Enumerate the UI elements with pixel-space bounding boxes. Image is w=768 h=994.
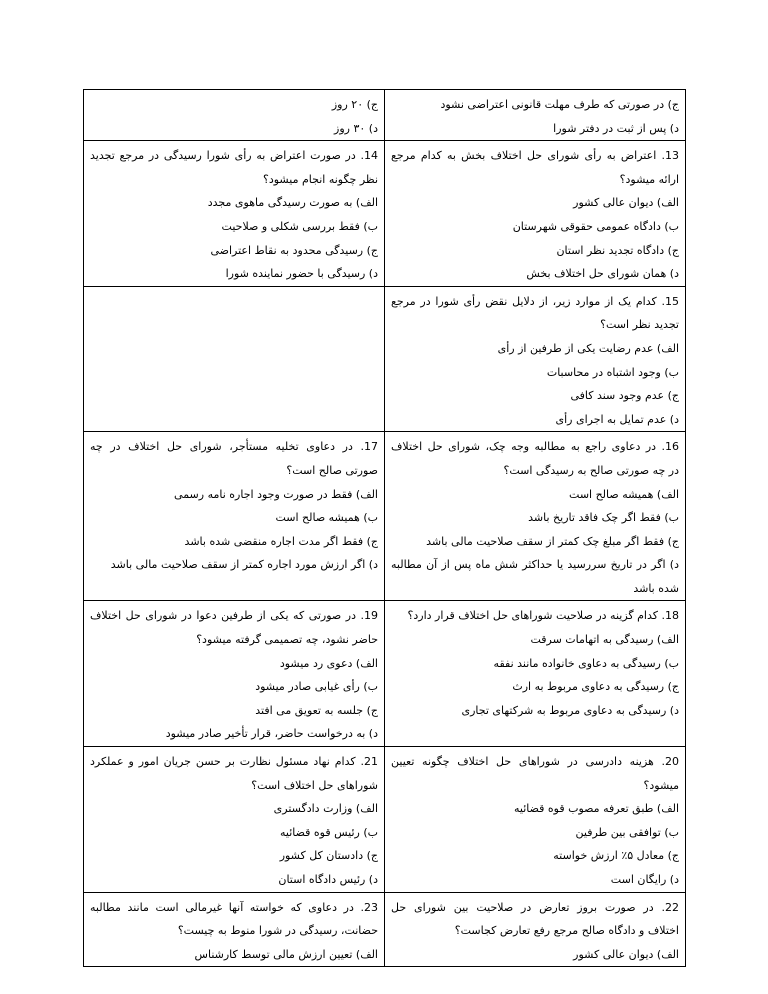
question-row <box>84 601 686 747</box>
question-line: د) رئیس دادگاه استان <box>278 873 378 886</box>
question-line: د) همان شورای حل اختلاف بخش <box>526 267 679 281</box>
questions-table <box>83 89 686 967</box>
question-line: میشود؟ <box>643 778 679 792</box>
question-line: ب) رأی غیابی صادر میشود <box>255 680 378 694</box>
question-line: ب) دادگاه عمومی حقوقی شهرستان <box>512 219 679 233</box>
question-line: ب) وجود اشتباه در محاسبات <box>546 365 679 379</box>
question-line: الف) به صورت رسیدگی ماهوی مجدد <box>207 196 378 210</box>
question-line: ج) فقط اگر مدت اجاره منقضی شده باشد <box>184 534 378 548</box>
question-text: 20. هزینه دادرسی در شوراهای حل اختلاف چگونه تعیین <box>391 755 679 769</box>
question-line: د) عدم تمایل به اجرای رأی <box>555 412 679 426</box>
question-line: الف) وزارت دادگستری <box>273 802 378 816</box>
question-cell-left <box>84 90 385 141</box>
question-line: ب) همیشه صالح است <box>275 511 378 525</box>
question-cell-left <box>84 141 385 287</box>
question-text: 13. اعتراض به رأی شورای حل اختلاف بخش به کدام مرجع <box>391 149 679 163</box>
question-line: اختلاف و دادگاه صالح مرجع رفع تعارض کجاست؟ <box>454 924 679 938</box>
question-line: ب) رسیدگی به دعاوی خانواده مانند نفقه <box>493 656 679 670</box>
question-cell-right <box>385 90 686 141</box>
question-text: 19. در صورتی که یکی از طرفین دعوا در شورای حل اختلاف <box>90 609 378 623</box>
question-line: شوراهای حل اختلاف است؟ <box>251 778 378 792</box>
question-cell-right <box>385 601 686 747</box>
question-line: نظر چگونه انجام میشود؟ <box>263 172 378 186</box>
question-line: الف) تعیین ارزش مالی توسط کارشناس <box>194 947 378 961</box>
question-text: 18. کدام گزینه در صلاحیت شوراهای حل اختلاف قرار دارد؟ <box>407 609 679 623</box>
question-line: حاضر نشود، چه تصمیمی گرفته میشود؟ <box>196 633 378 647</box>
question-row <box>84 90 686 141</box>
question-line: د) اگر ارزش مورد اجاره کمتر از سقف صلاحیت مالی باشد <box>110 558 378 572</box>
question-line: در چه صورتی صالح به رسیدگی است؟ <box>503 463 679 477</box>
question-text: 16. در دعاوی راجع به مطالبه وجه چک، شورای حل اختلاف <box>391 440 679 454</box>
question-line: الف) دیوان عالی کشور <box>573 947 679 961</box>
question-line: ارائه میشود؟ <box>619 172 679 186</box>
question-line: الف) دعوی رد میشود <box>279 656 378 670</box>
question-text: 21. کدام نهاد مسئول نظارت بر حسن جریان امور و عملکرد <box>90 755 378 769</box>
question-text: 14. در صورت اعتراض به رأی شورا رسیدگی در مرجع تجدید <box>90 149 378 163</box>
question-cell-right <box>385 141 686 287</box>
question-row <box>84 141 686 287</box>
question-line: ب) رئیس قوه قضائیه <box>280 825 378 839</box>
question-text: 15. کدام یک از موارد زیر، از دلایل نقض رأی شورا در مرجع <box>391 294 679 308</box>
question-line: ج) رسیدگی محدود به نقاط اعتراضی <box>210 243 378 257</box>
question-line: الف) رسیدگی به اتهامات سرقت <box>530 633 679 647</box>
question-cell-left <box>84 601 385 747</box>
question-line: ج) دادستان کل کشور <box>279 849 378 863</box>
question-cell-right <box>385 747 686 893</box>
question-cell-left <box>84 432 385 601</box>
question-line: ج) ۲۰ روز <box>331 98 378 111</box>
question-text: 23. در دعاوی که خواسته آنها غیرمالی است مانند مطالبه <box>90 900 378 914</box>
question-line: الف) دیوان عالی کشور <box>573 196 679 210</box>
question-line: حضانت، رسیدگی در شورا منوط به چیست؟ <box>177 924 378 938</box>
question-cell-right <box>385 432 686 601</box>
question-line: ج) معادل ۵٪ ارزش خواسته <box>553 849 679 863</box>
question-line: ب) فقط اگر چک فاقد تاریخ باشد <box>528 511 679 525</box>
question-line: ب) فقط بررسی شکلی و صلاحیت <box>221 219 378 233</box>
question-line: د) رسیدگی با حضور نماینده شورا <box>225 267 378 281</box>
question-cell-right <box>385 286 686 432</box>
question-text: 17. در دعاوی تخلیه مستأجر، شورای حل اختلاف در چه <box>90 440 378 454</box>
question-line: ج) در صورتی که طرف مهلت قانونی اعتراضی نشود <box>440 98 679 111</box>
question-line: د) اگر در تاریخ سررسید یا حداکثر شش ماه پس از آن مطالبه <box>391 558 679 572</box>
question-line: الف) طبق تعرفه مصوب قوه قضائیه <box>513 802 679 816</box>
question-row <box>84 747 686 893</box>
question-line: ب) توافقی بین طرفین <box>575 825 679 839</box>
question-cell-right <box>385 892 686 967</box>
question-cell-left <box>84 747 385 893</box>
question-line: د) به درخواست حاضر، قرار تأخیر صادر میشود <box>165 727 378 741</box>
question-row <box>84 286 686 432</box>
question-line: الف) فقط در صورت وجود اجاره نامه رسمی <box>174 487 378 501</box>
question-row <box>84 892 686 967</box>
question-line: د) رایگان است <box>610 873 679 886</box>
question-line: الف) همیشه صالح است <box>569 487 679 501</box>
question-line: ج) جلسه به تعویق می افتد <box>255 703 378 717</box>
question-line: د) ۳۰ روز <box>334 121 378 135</box>
question-text: 22. در صورت بروز تعارض در صلاحیت بین شورای حل <box>391 900 679 914</box>
question-sheet <box>83 89 686 967</box>
question-row <box>84 432 686 601</box>
question-line: شده باشد <box>633 581 679 595</box>
question-line: صورتی صالح است؟ <box>286 463 378 477</box>
question-line: د) پس از ثبت در دفتر شورا <box>553 121 679 135</box>
question-line: ج) فقط اگر مبلغ چک کمتر از سقف صلاحیت مالی باشد <box>426 534 679 548</box>
question-line: ج) دادگاه تجدید نظر استان <box>556 243 679 257</box>
question-cell-left <box>84 286 385 432</box>
question-line: ج) عدم وجود سند کافی <box>570 389 679 403</box>
question-line: د) رسیدگی به دعاوی مربوط به شرکتهای تجاری <box>461 703 679 717</box>
question-line: ج) رسیدگی به دعاوی مربوط به ارث <box>512 680 679 694</box>
question-cell-left <box>84 892 385 967</box>
question-line: الف) عدم رضایت یکی از طرفین از رأی <box>497 341 679 355</box>
question-line: تجدید نظر است؟ <box>600 318 679 332</box>
